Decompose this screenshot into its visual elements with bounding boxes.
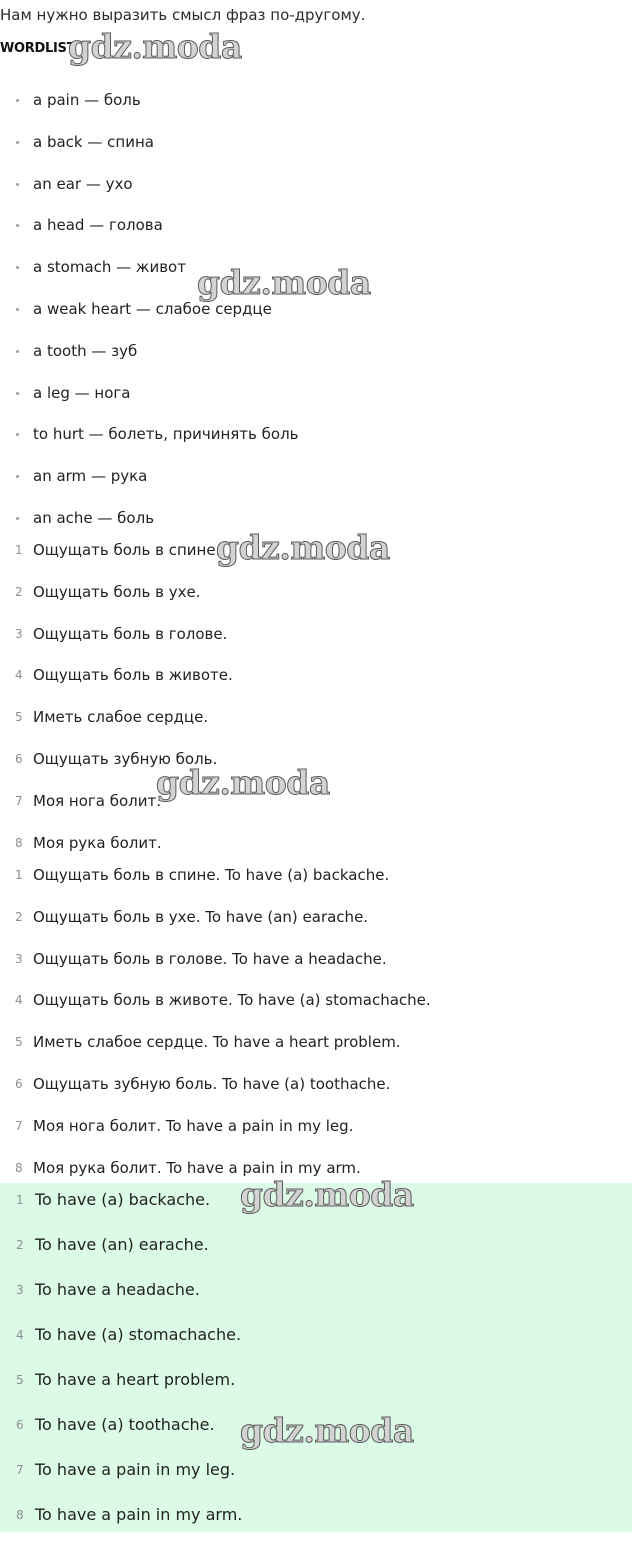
bullet-icon bbox=[16, 141, 19, 144]
wordlist-item-text: a pain — боль bbox=[33, 91, 141, 109]
item-number: 3 bbox=[15, 951, 23, 966]
wordlist-item-text: a weak heart — слабое сердце bbox=[33, 300, 272, 318]
bullet-icon bbox=[16, 183, 19, 186]
wordlist-item-text: to hurt — болеть, причинять боль bbox=[33, 425, 299, 444]
item-number: 3 bbox=[15, 626, 23, 641]
watermark-logo: gdz.moda bbox=[240, 1411, 414, 1450]
item-number: 7 bbox=[15, 1118, 23, 1133]
wordlist-item-text: a back — спина bbox=[33, 132, 154, 151]
item-number: 1 bbox=[16, 1193, 24, 1207]
bullet-icon bbox=[16, 99, 19, 102]
task-item-text: Иметь слабое сердце. bbox=[33, 708, 209, 727]
translation-item-text: Моя нога болит. To have a pain in my leg. bbox=[33, 1116, 354, 1135]
bullet-icon bbox=[16, 266, 19, 269]
bullet-icon bbox=[16, 433, 19, 436]
bullet-icon bbox=[16, 392, 19, 395]
wordlist-item-text: an ache — боль bbox=[33, 509, 155, 527]
translation-item-text: Ощущать боль в ухе. To have (an) earache. bbox=[33, 907, 369, 926]
bullet-icon bbox=[16, 475, 19, 478]
wordlist-item-text: a tooth — зуб bbox=[33, 341, 138, 360]
watermark-logo: gdz.moda bbox=[156, 763, 330, 802]
bullet-icon bbox=[16, 350, 19, 353]
wordlist-item-text: an arm — рука bbox=[33, 467, 148, 486]
item-number: 4 bbox=[15, 668, 23, 683]
translation-item-text: Ощущать боль в спине. To have (a) backache. bbox=[33, 866, 390, 884]
item-number: 4 bbox=[15, 993, 23, 1008]
item-number: 5 bbox=[15, 710, 23, 725]
task-item-text: Моя рука болит. bbox=[33, 833, 162, 852]
item-number: 1 bbox=[15, 868, 23, 882]
item-number: 4 bbox=[16, 1328, 24, 1342]
translation-item-text: Ощущать зубную боль. To have (a) toothache. bbox=[33, 1075, 391, 1093]
translation-item-text: Моя рука болит. To have a pain in my arm. bbox=[33, 1158, 361, 1177]
answer-block bbox=[0, 1183, 632, 1532]
item-number: 2 bbox=[16, 1238, 24, 1252]
task-item-text: Моя нога болит. bbox=[33, 791, 162, 810]
bullet-icon bbox=[16, 308, 19, 311]
item-number: 2 bbox=[15, 909, 23, 924]
item-number: 5 bbox=[15, 1035, 23, 1050]
translation-item-text: Ощущать боль в голове. To have a headache. bbox=[33, 949, 387, 968]
watermark-logo: gdz.moda bbox=[197, 263, 371, 302]
intro-text: Нам нужно выразить смысл фраз по-другому. bbox=[0, 6, 366, 24]
answer-item-text: To have (a) backache. bbox=[35, 1190, 211, 1209]
answer-item-text: To have (a) toothache. bbox=[35, 1415, 215, 1434]
answer-item-text: To have (a) stomachache. bbox=[35, 1325, 242, 1344]
answer-item-text: To have a pain in my arm. bbox=[35, 1505, 243, 1524]
answer-item-text: To have a headache. bbox=[35, 1280, 200, 1299]
task-item-text: Ощущать зубную боль. bbox=[33, 750, 218, 768]
bullet-icon bbox=[16, 224, 19, 227]
answer-item-text: To have a heart problem. bbox=[35, 1370, 236, 1389]
wordlist-title: WORDLIST bbox=[0, 41, 76, 56]
translation-item-text: Ощущать боль в животе. To have (a) stomachache. bbox=[33, 991, 431, 1010]
item-number: 6 bbox=[15, 752, 23, 766]
answer-item-text: To have a pain in my leg. bbox=[35, 1460, 236, 1479]
item-number: 7 bbox=[15, 793, 23, 808]
task-item-text: Ощущать боль в ухе. bbox=[33, 582, 201, 601]
wordlist-item-text: a head — голова bbox=[33, 216, 163, 235]
item-number: 8 bbox=[15, 1160, 23, 1175]
item-number: 6 bbox=[15, 1077, 23, 1091]
watermark-logo: gdz.moda bbox=[216, 528, 390, 567]
item-number: 8 bbox=[15, 835, 23, 850]
task-item-text: Ощущать боль в животе. bbox=[33, 666, 233, 685]
wordlist-item-text: a leg — нога bbox=[33, 383, 131, 402]
task-item-text: Ощущать боль в спине. bbox=[33, 541, 221, 559]
bullet-icon bbox=[16, 517, 19, 520]
watermark-logo: gdz.moda bbox=[68, 27, 242, 66]
item-number: 2 bbox=[15, 584, 23, 599]
wordlist-item-text: a stomach — живот bbox=[33, 258, 186, 277]
item-number: 1 bbox=[15, 543, 23, 557]
item-number: 8 bbox=[16, 1508, 24, 1522]
item-number: 6 bbox=[16, 1418, 24, 1432]
wordlist-item-text: an ear — ухо bbox=[33, 174, 133, 193]
answer-item-text: To have (an) earache. bbox=[35, 1235, 209, 1254]
item-number: 7 bbox=[16, 1463, 24, 1477]
item-number: 3 bbox=[16, 1283, 24, 1297]
translation-item-text: Иметь слабое сердце. To have a heart problem. bbox=[33, 1033, 401, 1052]
item-number: 5 bbox=[16, 1373, 24, 1387]
task-item-text: Ощущать боль в голове. bbox=[33, 624, 228, 643]
watermark-logo: gdz.moda bbox=[240, 1175, 414, 1214]
